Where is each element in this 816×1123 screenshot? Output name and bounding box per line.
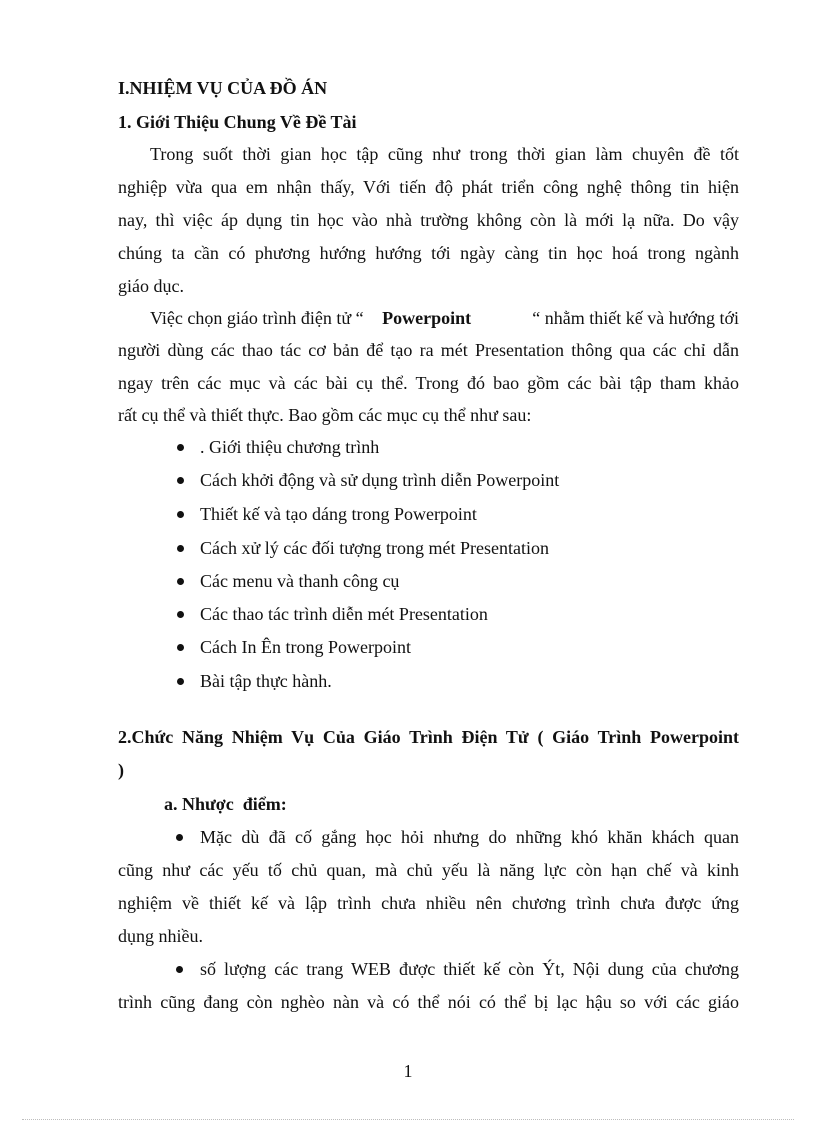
bullet-icon bbox=[177, 477, 184, 484]
bullet-icon bbox=[177, 644, 184, 651]
main-heading: I.NHIỆM VỤ CỦA ĐỒ ÁN bbox=[118, 78, 328, 98]
powerpoint-term: Powerpoint bbox=[382, 308, 472, 328]
bullet-icon bbox=[177, 611, 184, 618]
item1-line: dụng nhiều. bbox=[118, 926, 203, 946]
item2-line: trình cũng đang còn nghèo nàn và có thể nói có thể bị lạc hậu so với các giáo bbox=[118, 992, 739, 1012]
bullet-icon bbox=[176, 966, 183, 973]
section2-title-cont: ) bbox=[118, 760, 124, 780]
para1-line: chúng ta cần có phương hướng hướng tới ngày càng tin học hoá trong ngành bbox=[118, 243, 739, 263]
bullet-icon bbox=[177, 545, 184, 552]
para2-post: “ nhằm thiết kế và hướng tới bbox=[532, 308, 739, 328]
page-number: 1 bbox=[403, 1061, 413, 1081]
bullet-icon bbox=[176, 834, 183, 841]
para1-line: nghiệp vừa qua em nhận thấy, Với tiến độ phát triển công nghệ thông tin hiện bbox=[118, 177, 739, 197]
list-item-text: Cách In Ên trong Powerpoint bbox=[200, 637, 411, 657]
list-item-text: Các thao tác trình diễn mét Presentation bbox=[200, 604, 488, 624]
list-item-text: . Giới thiệu chương trình bbox=[200, 437, 380, 457]
section1-title: 1. Giới Thiệu Chung Về Đề Tài bbox=[118, 112, 357, 132]
para2-line: ngay trên các mục và các bài cụ thể. Trong đó bao gồm các bài tập tham khảo bbox=[118, 373, 739, 393]
bullet-icon bbox=[177, 444, 184, 451]
item1-line: cũng như các yếu tố chủ quan, mà chủ yếu là năng lực còn hạn chế và kinh bbox=[118, 860, 739, 880]
para2-first-line bbox=[150, 308, 739, 328]
bullet-icon bbox=[177, 578, 184, 585]
para2-line: người dùng các thao tác cơ bản để tạo ra mét Presentation thông qua các chỉ dẫn bbox=[118, 340, 739, 360]
para1-line: nay, thì việc áp dụng tin học vào nhà trường không còn là mới lạ nữa. Do vậy bbox=[118, 210, 739, 230]
subheading-disadvantages: a. Nhược điểm: bbox=[164, 794, 287, 814]
bullet-icon bbox=[177, 511, 184, 518]
para1-line: giáo dục. bbox=[118, 276, 184, 296]
item1-line: nghiệm về thiết kế và lập trình chưa nhiều nên chương trình chưa được ứng bbox=[118, 893, 739, 913]
section2-title: 2.Chức Năng Nhiệm Vụ Của Giáo Trình Điện Tử ( Giáo Trình Powerpoint bbox=[118, 727, 739, 747]
page-bottom-divider bbox=[22, 1119, 794, 1120]
item1-text: Mặc dù đã cố gắng học hỏi nhưng do những khó khăn khách quan bbox=[200, 827, 739, 847]
list-item-text: Cách khởi động và sử dụng trình diễn Powerpoint bbox=[200, 470, 560, 490]
list-item-text: Các menu và thanh công cụ bbox=[200, 571, 400, 591]
list-item-text: Bài tập thực hành. bbox=[200, 671, 332, 691]
para1-line: Trong suốt thời gian học tập cũng như trong thời gian làm chuyên đề tốt bbox=[150, 144, 739, 164]
para2-pre: Việc chọn giáo trình điện tử “ bbox=[150, 308, 364, 328]
list-item-text: Cách xử lý các đối tượng trong mét Presentation bbox=[200, 538, 549, 558]
list-item-text: Thiết kế và tạo dáng trong Powerpoint bbox=[200, 504, 477, 524]
para2-line: rất cụ thể và thiết thực. Bao gồm các mục cụ thể như sau: bbox=[118, 405, 532, 425]
bullet-icon bbox=[177, 678, 184, 685]
item2-text: số lượng các trang WEB được thiết kế còn Ýt, Nội dung của chương bbox=[200, 959, 739, 979]
